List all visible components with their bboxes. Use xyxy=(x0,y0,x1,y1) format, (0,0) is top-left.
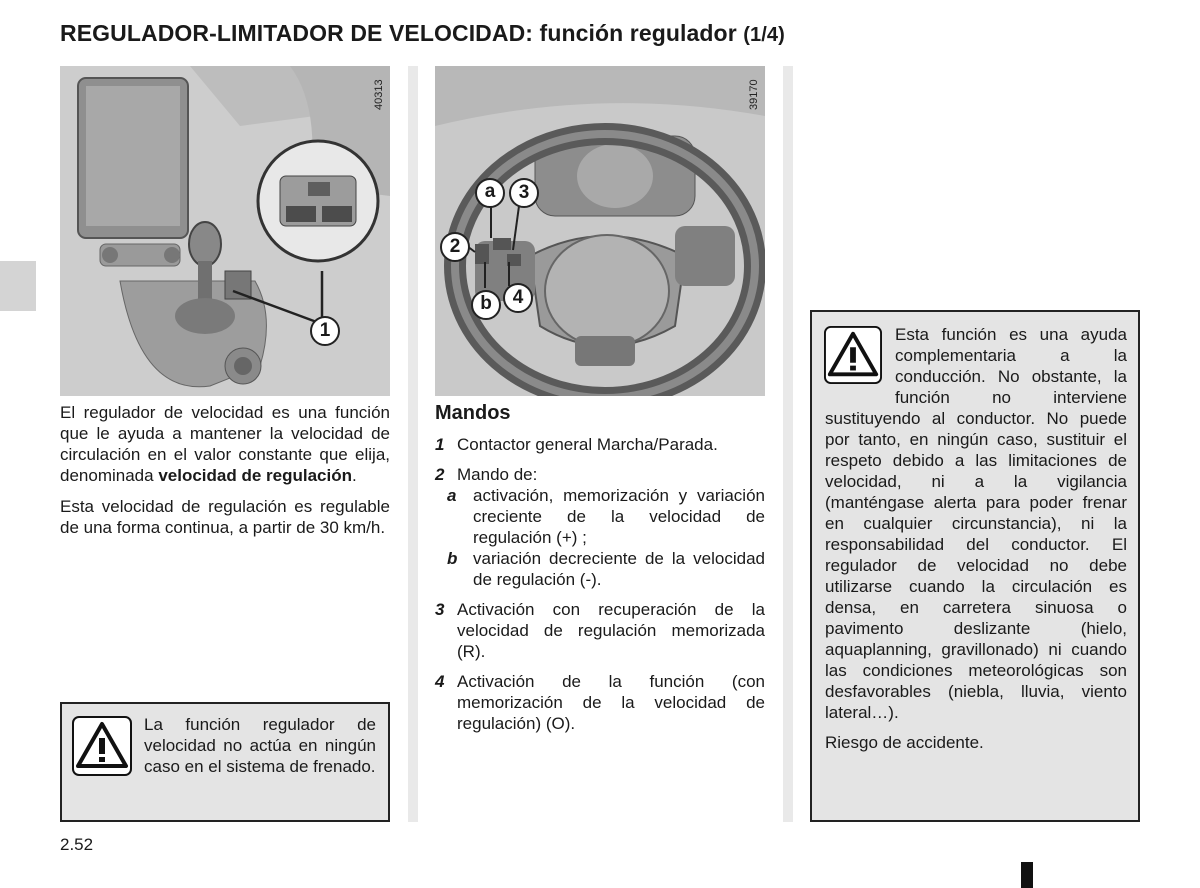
corner-mark xyxy=(1021,862,1033,888)
driver-aid-warning-body: Esta función es una ayuda complementaria a la conducción. No obstante, la función no interviene sustituyendo al conductor. No puede por tanto, en ningún caso, sustituir el respeto debido a las limitaciones de velocidad, ni a la vigilancia (manténgase alerta para poder frenar en cualquier circunstancia), ni la responsabilidad del conductor. El regulador de velocidad no debe utilizarse cuando la circulación es densa, en carretera sinuosa o pavimento deslizante (hielo, aquaplanning, gravillonado) ni cuando las condiciones meteorológicas son desfavorables (niebla, lluvia, viento lateral…). xyxy=(825,325,1127,722)
callout-b xyxy=(471,290,501,320)
console-figure xyxy=(60,66,390,396)
item-text: Contactor general Marcha/Parada. xyxy=(457,435,718,454)
steering-wheel-illustration xyxy=(435,66,765,396)
callout-1-label: 1 xyxy=(319,320,331,341)
driver-aid-warning-text xyxy=(825,324,1127,753)
list-item xyxy=(435,671,765,734)
sub-item-letter: a xyxy=(447,486,457,505)
item-number: 4 xyxy=(435,672,445,691)
intro-text-end: . xyxy=(351,466,357,485)
console-illustration xyxy=(60,66,390,396)
steering-wheel-figure xyxy=(435,66,765,396)
intro-bold-term: velocidad de regulación xyxy=(158,466,352,485)
brake-warning-box xyxy=(60,702,390,822)
list-item xyxy=(435,434,765,455)
brake-warning-text: La función regulador de velocidad no actúa en ningún caso en el sistema de frenado. xyxy=(144,715,376,776)
item-text: Mando de: xyxy=(457,465,538,484)
callout-4-label: 4 xyxy=(512,287,524,308)
chapter-tab xyxy=(0,261,36,311)
callout-3-label: 3 xyxy=(518,182,530,203)
svg-text:39170: 39170 xyxy=(748,79,760,110)
controls-heading: Mandos xyxy=(435,402,511,424)
list-item xyxy=(435,599,765,662)
item-number: 1 xyxy=(435,435,445,454)
controls-section xyxy=(435,402,765,743)
callout-2 xyxy=(440,232,470,262)
callout-4 xyxy=(503,283,533,313)
list-item xyxy=(435,464,765,590)
range-paragraph: Esta velocidad de regulación es regulable de una forma continua, a partir de 30 km/h. xyxy=(60,497,390,537)
intro-text: El regulador de velocidad es una función que le ayuda a mantener la velocidad de circulación en el valor constante que elija, denominada xyxy=(60,403,390,485)
intro-paragraph xyxy=(60,402,390,486)
sub-item-text: activación, memorización y variación creciente de la velocidad de regulación (+) ; xyxy=(473,486,765,547)
accident-risk-text: Riesgo de accidente. xyxy=(825,733,984,752)
sub-item-letter: b xyxy=(447,549,458,568)
item-text: Activación de la función (con memorización de la velocidad de regulación) (O). xyxy=(457,672,765,733)
sub-item xyxy=(435,548,765,590)
page-title-text: REGULADOR-LIMITADOR DE VELOCIDAD: función regulador xyxy=(60,20,737,46)
column-separator xyxy=(783,66,793,822)
page-part: (1/4) xyxy=(743,24,785,46)
item-text: Activación con recuperación de la velocidad de regulación memorizada (R). xyxy=(457,600,765,661)
page-number: 2.52 xyxy=(60,835,94,854)
item-number: 3 xyxy=(435,600,445,619)
driver-aid-warning-box xyxy=(810,310,1140,822)
callout-3 xyxy=(509,178,539,208)
callout-1 xyxy=(310,316,340,346)
callout-2-label: 2 xyxy=(449,236,461,257)
left-column-text xyxy=(60,402,390,548)
callout-a-label: a xyxy=(484,181,496,202)
controls-list xyxy=(435,434,765,734)
item-number: 2 xyxy=(435,465,445,484)
sub-item xyxy=(435,485,765,548)
sub-item-text: variación decreciente de la velocidad de regulación (-). xyxy=(473,549,765,589)
callout-b-label: b xyxy=(480,293,492,314)
column-separator xyxy=(408,66,418,822)
page-title xyxy=(60,20,1060,47)
callout-a xyxy=(475,178,505,208)
svg-text:40313: 40313 xyxy=(373,79,385,110)
warning-triangle-icon xyxy=(72,716,132,776)
